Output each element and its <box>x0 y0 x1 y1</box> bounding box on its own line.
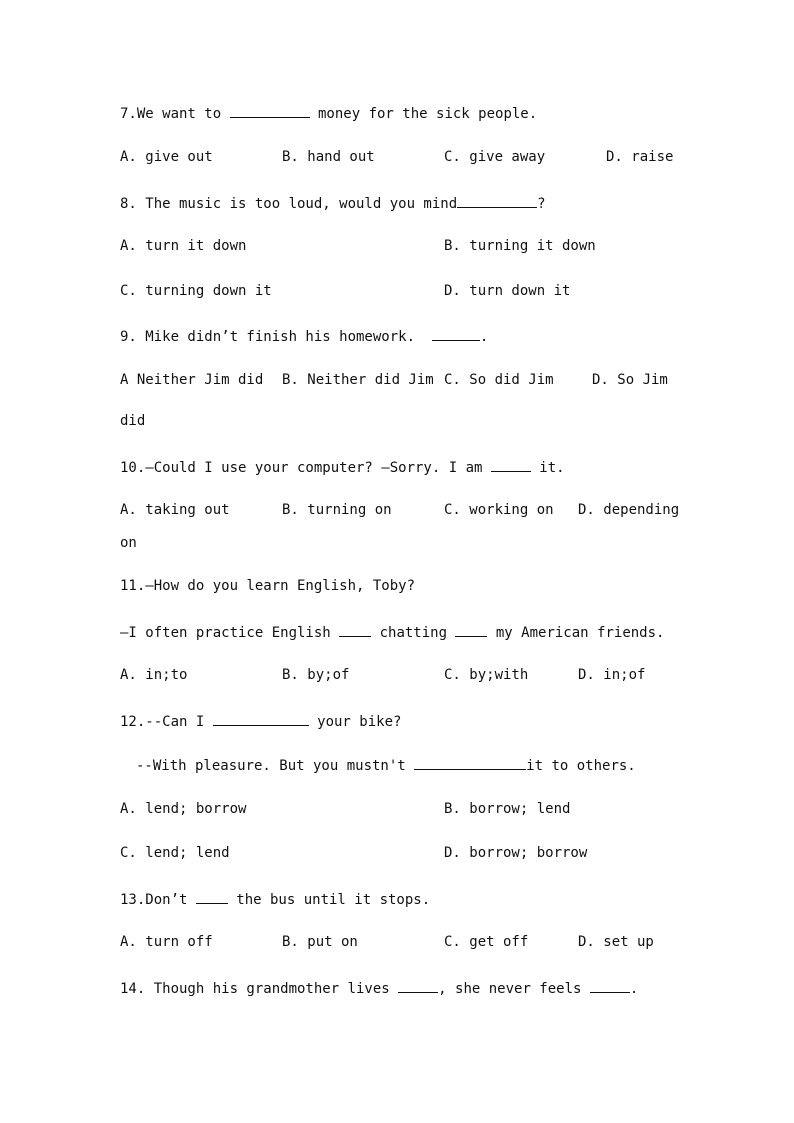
option-c: C. give away <box>444 149 546 165</box>
question-11: 11.—How do you learn English, Toby? <box>120 578 416 594</box>
option-b: B. turning it down <box>444 238 596 254</box>
option-b: B. borrow; lend <box>444 801 571 817</box>
question-11-response <box>120 622 664 642</box>
option-a: A. turn off <box>120 934 213 950</box>
question-text: 9. Mike didn’t finish his homework. <box>120 329 432 345</box>
question-text: my American friends. <box>487 625 665 641</box>
option-d-continued: on <box>120 535 137 551</box>
answer-blank <box>230 103 310 118</box>
option-a: A Neither Jim did <box>120 372 264 388</box>
option-c: C. lend; lend <box>120 845 230 861</box>
question-text: 10.—Could I use your computer? —Sorry. I am <box>120 460 491 476</box>
option-d-continued: did <box>120 413 146 429</box>
question-text: 14. Though his grandmother lives <box>120 981 399 997</box>
question-7 <box>120 103 537 123</box>
answer-blank <box>196 889 228 904</box>
question-10 <box>120 457 565 477</box>
question-12-response <box>136 755 636 775</box>
answer-blank <box>457 193 537 208</box>
answer-blank <box>398 978 438 993</box>
option-d: D. raise <box>606 149 674 165</box>
option-a: A. in;to <box>120 667 188 683</box>
question-text: ? <box>537 196 546 212</box>
question-text: 12.--Can I <box>120 714 213 730</box>
question-12 <box>120 711 401 731</box>
option-b: B. put on <box>282 934 358 950</box>
answer-blank <box>590 978 630 993</box>
question-text: the bus until it stops. <box>227 892 431 908</box>
answer-blank <box>455 622 487 637</box>
option-c: C. So did Jim <box>444 372 554 388</box>
option-b: B. by;of <box>282 667 350 683</box>
question-text: —I often practice English <box>120 625 340 641</box>
option-a: A. lend; borrow <box>120 801 247 817</box>
question-text: it. <box>530 460 565 476</box>
question-text: it to others. <box>526 758 636 774</box>
option-c: C. turning down it <box>120 283 272 299</box>
option-d: D. turn down it <box>444 283 571 299</box>
option-c: C. working on <box>444 502 554 518</box>
option-a: A. turn it down <box>120 238 247 254</box>
question-text: , she never feels <box>438 981 590 997</box>
option-d: D. set up <box>578 934 654 950</box>
question-text: 13.Don’t <box>120 892 196 908</box>
question-13 <box>120 889 430 909</box>
option-b: B. Neither did Jim <box>282 372 434 388</box>
option-b: B. turning on <box>282 502 392 518</box>
answer-blank <box>414 755 526 770</box>
question-14 <box>120 978 638 998</box>
option-d: D. borrow; borrow <box>444 845 588 861</box>
question-text: --With pleasure. But you mustn't <box>136 758 415 774</box>
option-a: A. taking out <box>120 502 230 518</box>
question-8 <box>120 193 546 213</box>
question-text: chatting <box>371 625 456 641</box>
question-text: . <box>629 981 639 997</box>
question-text: . <box>479 329 489 345</box>
question-text: 7.We want to <box>120 106 230 122</box>
option-d: D. in;of <box>578 667 646 683</box>
question-text: your bike? <box>308 714 402 730</box>
answer-blank <box>491 457 531 472</box>
option-c: C. get off <box>444 934 529 950</box>
option-a: A. give out <box>120 149 213 165</box>
answer-blank <box>432 326 480 341</box>
question-text: money for the sick people. <box>309 106 538 122</box>
answer-blank <box>213 711 309 726</box>
option-c: C. by;with <box>444 667 529 683</box>
option-d: D. depending <box>578 502 680 518</box>
question-9 <box>120 326 488 346</box>
answer-blank <box>339 622 371 637</box>
option-b: B. hand out <box>282 149 375 165</box>
option-d: D. So Jim <box>592 372 668 388</box>
question-text: 8. The music is too loud, would you mind <box>120 196 458 212</box>
